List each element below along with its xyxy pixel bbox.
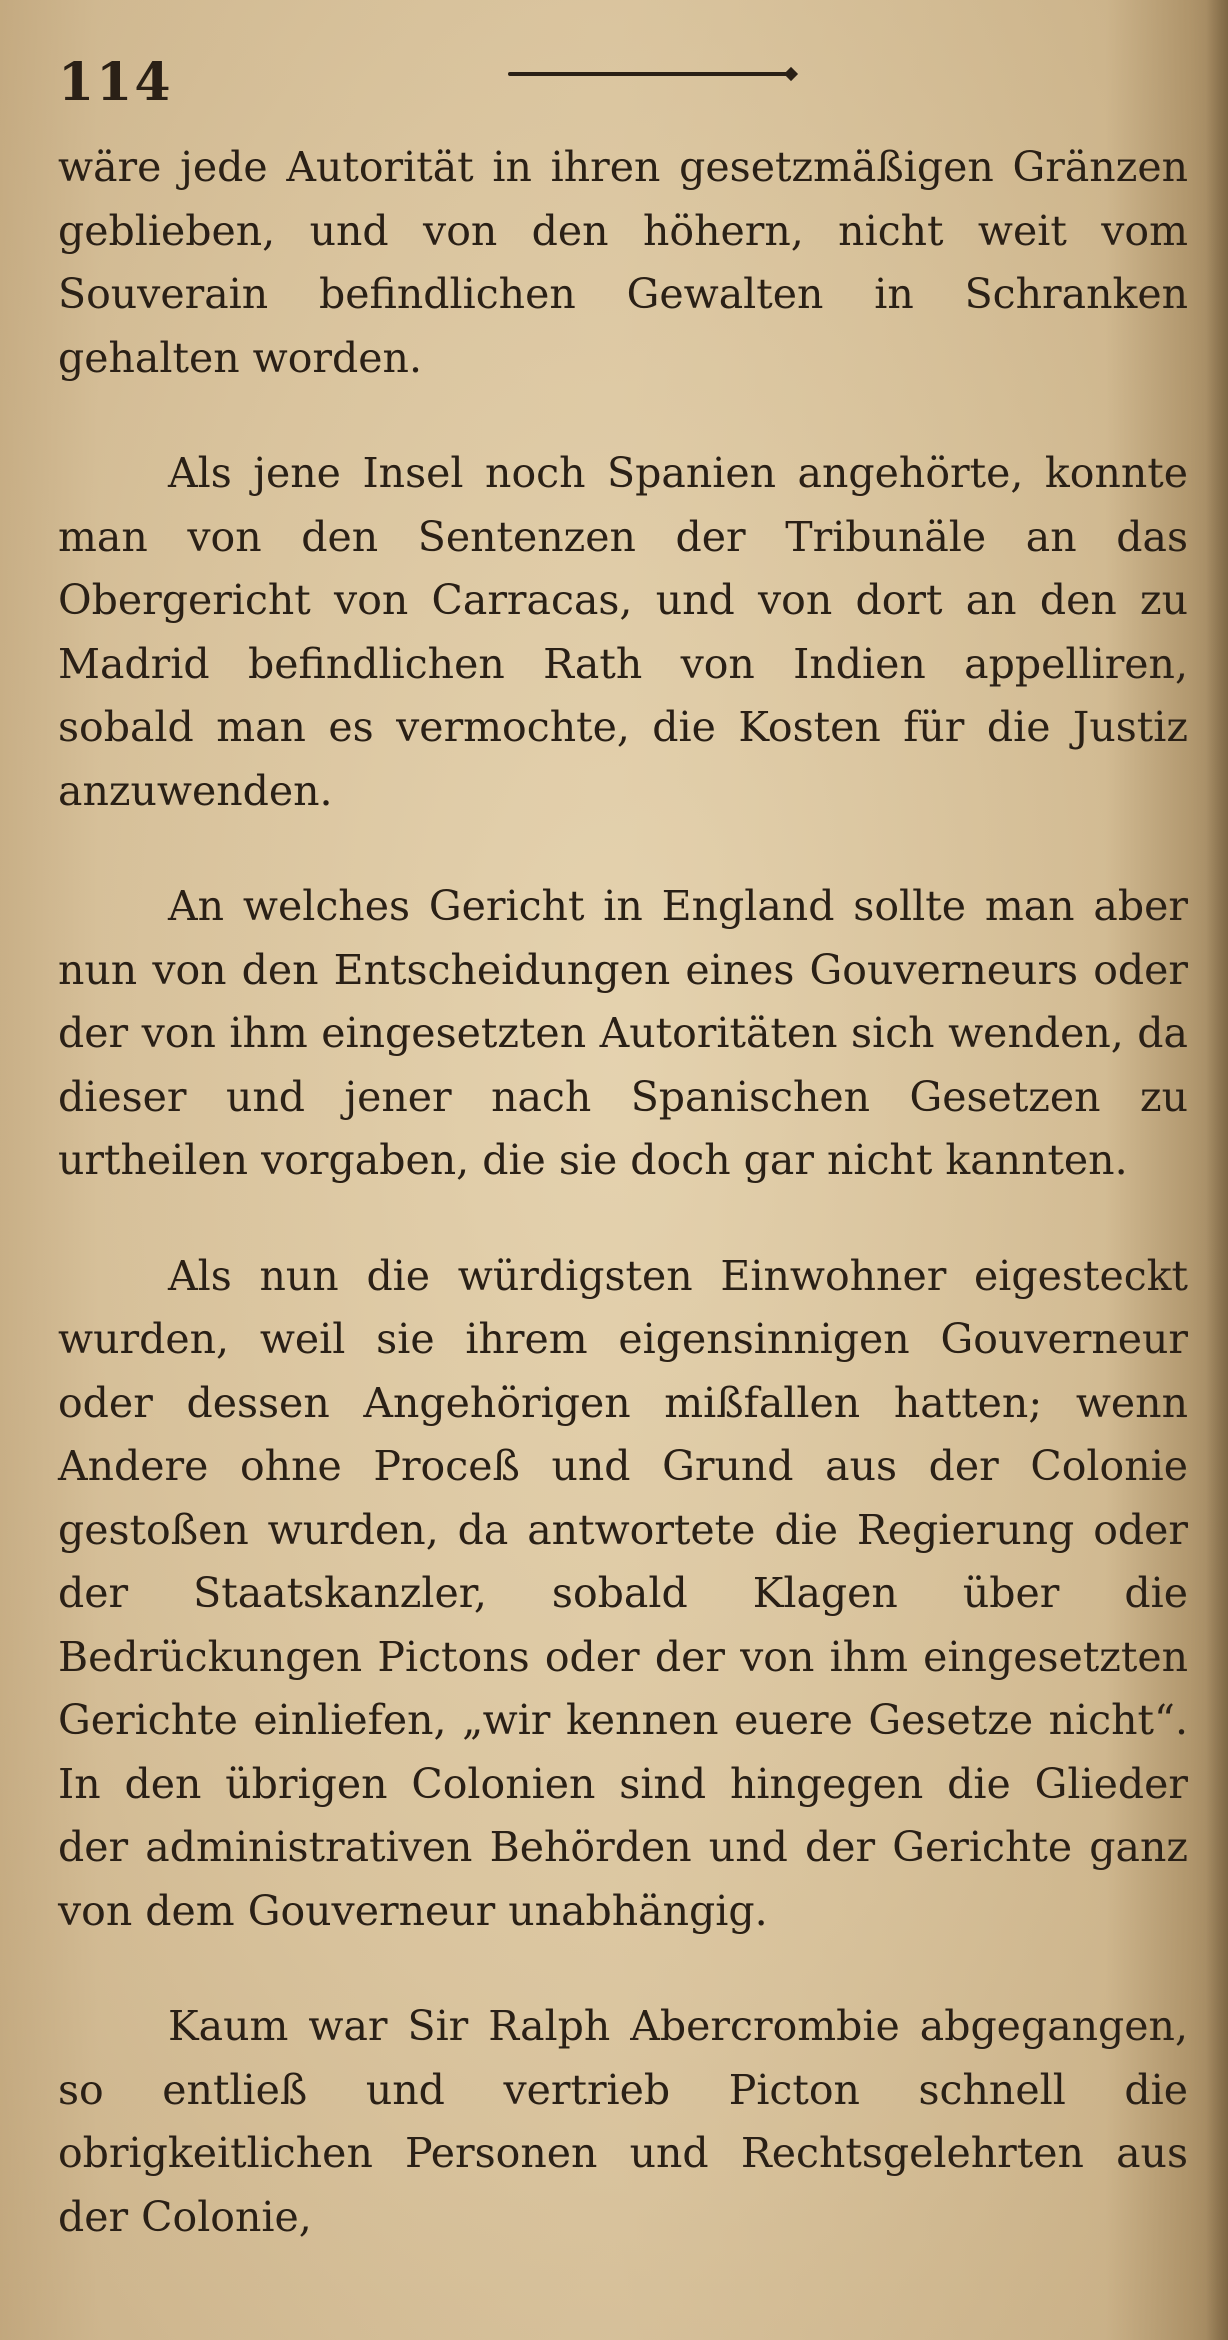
body-text — [58, 136, 1188, 2249]
paragraph: Kaum war Sir Ralph Abercrombie abgegangen, so entließ und vertrieb Picton schnell die obrigkeitlichen Personen und Rechtsgelehrten aus der Colonie, — [58, 2002, 1188, 2241]
paragraph: An welches Gericht in England sollte man aber nun von den Entscheidungen eines Gouverneurs oder der von ihm eingesetzten Autoritäten sich wenden, da dieser und jener nach Spanischen Gesetzen zu urtheilen vorgaben, die sie doch gar nicht kannten. — [58, 882, 1188, 1184]
paragraph: Als nun die würdigsten Einwohner eigesteckt wurden, weil sie ihrem eigensinnigen Gouverneur oder dessen Angehörigen mißfallen hatten; wenn Andere ohne Proceß und Grund aus der Colonie gestoßen wurden, da antwortete die Regierung oder der Staatskanzler, sobald Klagen über die Bedrückungen Pictons oder der von ihm eingesetzten Gerichte einliefen, „wir kennen euere Gesetze nicht“. In den übrigen Colonien sind hingegen die Glieder der administrativen Behörden und der Gerichte ganz von dem Gouverneur unabhängig. — [58, 1251, 1188, 1935]
page-header — [58, 52, 1178, 113]
page-edge-shadow — [1206, 0, 1228, 2340]
paragraph: Als jene Insel noch Spanien angehörte, konnte man von den Sentenzen der Tribunäle an das Obergericht von Carracas, und von dort an den zu Madrid befindlichen Rath von Indien appelliren, sobald man es vermochte, die Kosten für die Justiz anzuwenden. — [58, 449, 1188, 815]
header-rule — [508, 72, 788, 76]
page-number: 114 — [58, 52, 173, 113]
paragraph: wäre jede Autorität in ihren gesetzmäßigen Gränzen geblieben, und von den höhern, nicht weit vom Souverain befindlichen Gewalten in Schranken gehalten worden. — [58, 143, 1188, 382]
